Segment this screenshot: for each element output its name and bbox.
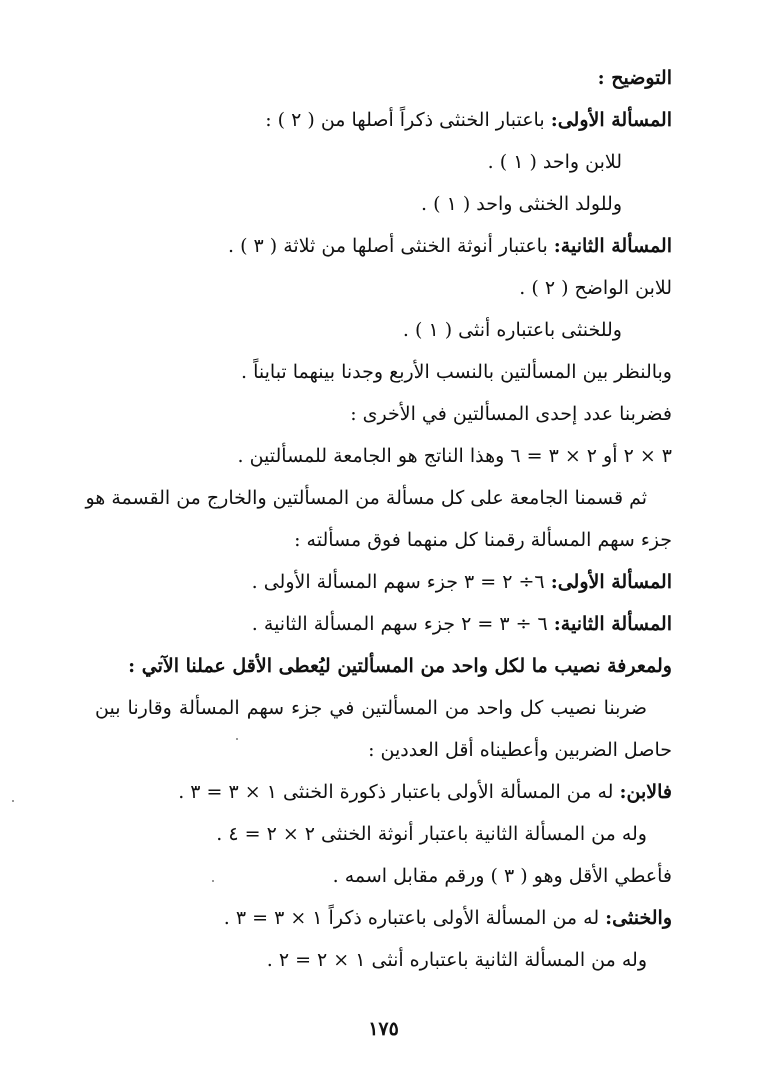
scan-speck bbox=[236, 738, 238, 740]
line-son-one: للابن واحد ( ١ ) . bbox=[487, 151, 622, 173]
division-problem-one: المسألة الأولى: ٦÷ ٢ = ٣ جزء سهم المسألة الأولى . bbox=[251, 571, 672, 593]
line-multiply: فضربنا عدد إحدى المسألتين في الأخرى : bbox=[350, 403, 672, 425]
paragraph-compare-line2: حاصل الضربين وأعطيناه أقل العددين : bbox=[368, 739, 672, 761]
line-clear-son: للابن الواضح ( ٢ ) . bbox=[519, 277, 672, 299]
hermaphrodite-problem-two: وله من المسألة الثانية باعتباره أنثى ١ × ٢ = ٢ . bbox=[266, 949, 647, 971]
son-problem-two: وله من المسألة الثانية باعتبار أنوثة الخنثى ٢ × ٢ = ٤ . bbox=[216, 823, 647, 845]
scan-speck bbox=[212, 880, 214, 882]
page-number: ١٧٥ bbox=[368, 1018, 399, 1040]
hermaphrodite-problem-one: والخنثى: له من المسألة الأولى باعتباره ذكراً ١ × ٣ = ٣ . bbox=[223, 907, 672, 929]
son-problem-one: فالابن: له من المسألة الأولى باعتبار ذكورة الخنثى ١ × ٣ = ٣ . bbox=[178, 781, 672, 803]
line-ratio-comparison: وبالنظر بين المسألتين بالنسب الأربع وجدنا بينهما تبايناً . bbox=[241, 361, 672, 383]
paragraph-compare-line1: ضربنا نصيب كل واحد من المسألتين في جزء سهم المسألة وقارنا بين bbox=[95, 697, 647, 719]
heading-explanation: التوضيح : bbox=[597, 67, 672, 89]
paragraph-division-line1: ثم قسمنا الجامعة على كل مسألة من المسألتين والخارج من القسمة هو bbox=[85, 487, 647, 509]
paragraph-division-line2: جزء سهم المسألة رقمنا كل منهما فوق مسألته : bbox=[294, 529, 672, 551]
scan-speck bbox=[12, 800, 14, 802]
line-hermaphrodite-female: وللخنثى باعتباره أنثى ( ١ ) . bbox=[402, 319, 622, 341]
problem-two-female: المسألة الثانية: باعتبار أنوثة الخنثى أصلها من ثلاثة ( ٣ ) . bbox=[227, 235, 672, 257]
division-problem-two: المسألة الثانية: ٦ ÷ ٣ = ٢ جزء سهم المسألة الثانية . bbox=[251, 613, 672, 635]
line-product: ٣ × ٢ أو ٢ × ٣ = ٦ وهذا الناتج هو الجامعة للمسألتين . bbox=[237, 445, 672, 467]
line-hermaphrodite-one: وللولد الخنثى واحد ( ١ ) . bbox=[421, 193, 622, 215]
son-gets-lesser: فأعطي الأقل وهو ( ٣ ) ورقم مقابل اسمه . bbox=[332, 865, 672, 887]
bold-share-heading: ولمعرفة نصيب ما لكل واحد من المسألتين ليُعطى الأقل عملنا الآتي : bbox=[128, 655, 672, 677]
problem-one-male: المسألة الأولى: باعتبار الخنثى ذكراً أصلها من ( ٢ ) : bbox=[265, 109, 672, 131]
